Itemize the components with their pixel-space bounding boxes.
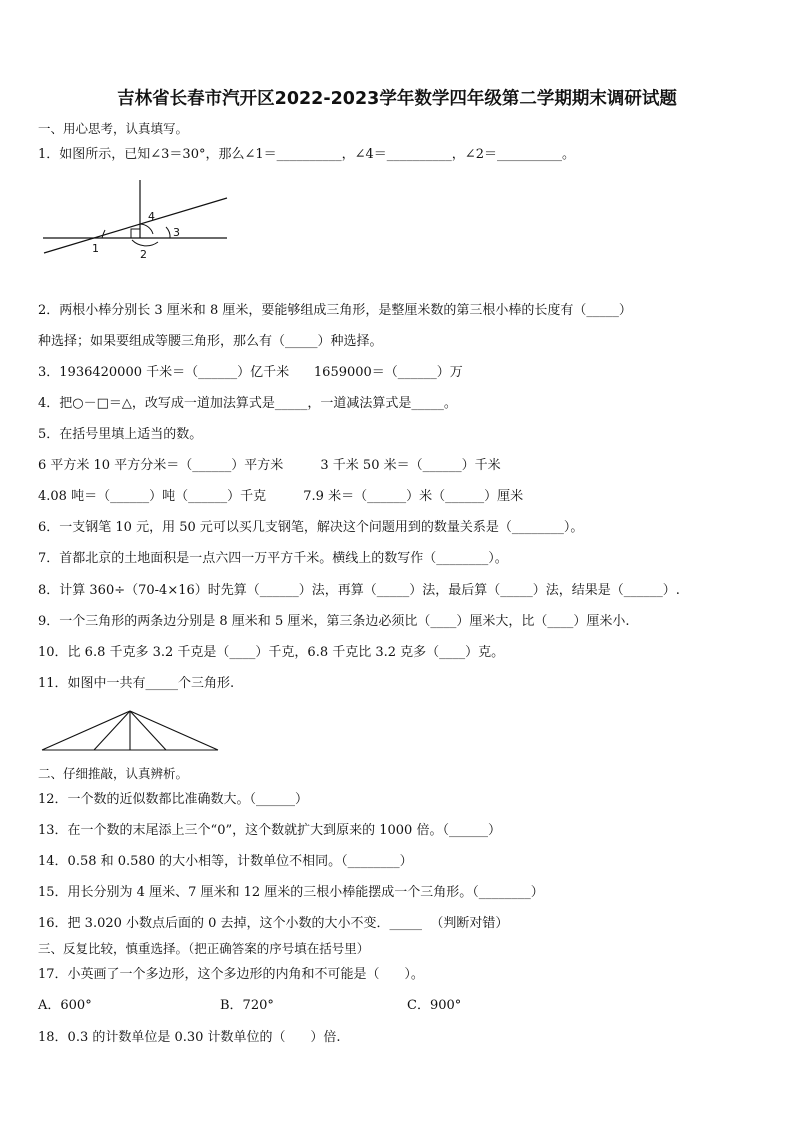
question-16: 16．把 3.020 小数点后面的 0 去掉，这个小数的大小不变．_____ （判断对错） (38, 916, 509, 931)
question-3: 3．1936420000 千米＝（______）亿千米 1659000＝（______）万 (38, 365, 463, 380)
angle-figure (40, 178, 230, 261)
option-a: A．600° (38, 998, 92, 1013)
question-2-line-1: 2．两根小棒分别长 3 厘米和 8 厘米，要能够组成三角形，是整厘米数的第三根小棒的长度有（_____） (38, 303, 632, 318)
question-2-line-2: 种选择；如果要组成等腰三角形，那么有（_____）种选择。 (38, 334, 383, 349)
option-c: C．900° (407, 998, 462, 1013)
option-b: B．720° (220, 998, 274, 1013)
question-1: 1．如图所示，已知∠3＝30°，那么∠1＝__________，∠4＝__________，∠2＝__________。 (38, 147, 575, 162)
question-8: 8．计算 360÷（70-4×16）时先算（______）法，再算（_____）法，最后算（_____）法，结果是（______）. (38, 583, 680, 598)
triangle-figure (40, 708, 220, 754)
page-title: 吉林省长春市汽开区2022-2023学年数学四年级第二学期期末调研试题 (117, 89, 677, 109)
question-12: 12．一个数的近似数都比准确数大。（______） (38, 792, 309, 807)
question-6: 6．一支钢笔 10 元，用 50 元可以买几支钢笔，解决这个问题用到的数量关系是（________）。 (38, 520, 584, 535)
question-5-part-b: 4.08 吨＝（______）吨（______）千克 7.9 米＝（______）米（______）厘米 (38, 489, 524, 504)
question-11: 11．如图中一共有_____个三角形. (38, 676, 235, 691)
angle-label-1: 1 (92, 242, 99, 255)
question-15: 15．用长分别为 4 厘米、7 厘米和 12 厘米的三根小棒能摆成一个三角形。（________） (38, 885, 544, 900)
question-5: 5．在括号里填上适当的数。 (38, 427, 203, 442)
angle-label-3: 3 (173, 226, 180, 239)
question-7: 7．首都北京的土地面积是一点六四一万平方千米。横线上的数写作（________）。 (38, 551, 508, 566)
section-3-heading: 三、反复比较，慎重选择。（把正确答案的序号填在括号里） (38, 941, 370, 956)
angle-label-4: 4 (148, 210, 155, 223)
angle-label-2: 2 (140, 248, 147, 261)
question-13: 13．在一个数的末尾添上三个“0”，这个数就扩大到原来的 1000 倍。（______） (38, 823, 501, 838)
question-17: 17．小英画了一个多边形，这个多边形的内角和不可能是（ ）。 (38, 967, 424, 982)
question-18: 18．0.3 的计数单位是 0.30 计数单位的（ ）倍. (38, 1030, 341, 1045)
question-4: 4．把○－□＝△，改写成一道加法算式是_____，一道减法算式是_____。 (38, 396, 457, 411)
question-10: 10．比 6.8 千克多 3.2 千克是（____）千克，6.8 千克比 3.2 克多（____）克。 (38, 645, 505, 660)
question-9: 9．一个三角形的两条边分别是 8 厘米和 5 厘米，第三条边必须比（____）厘米大，比（____）厘米小. (38, 614, 630, 629)
question-5-part-a: 6 平方米 10 平方分米＝（______）平方米 3 千米 50 米＝（______）千米 (38, 458, 501, 473)
section-1-heading: 一、用心思考，认真填写。 (38, 121, 189, 136)
question-14: 14．0.58 和 0.580 的大小相等，计数单位不相同。（________） (38, 854, 413, 869)
section-2-heading: 二、仔细推敲，认真辨析。 (38, 766, 189, 781)
